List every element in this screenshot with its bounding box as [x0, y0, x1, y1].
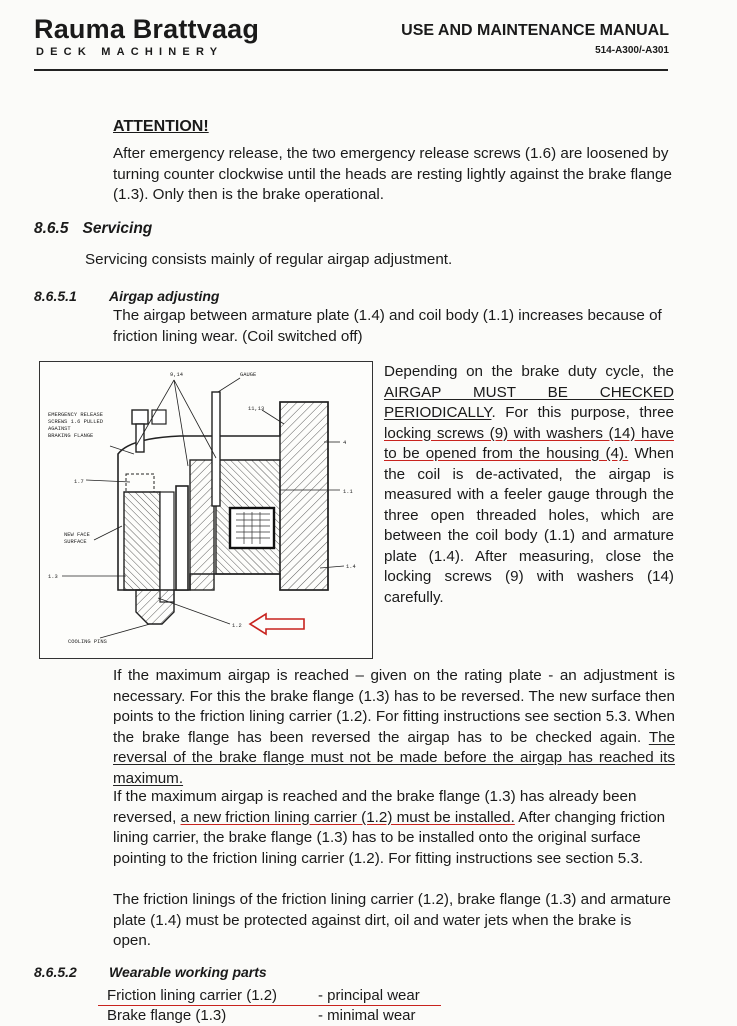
label-emergency-1: EMERGENCY RELEASE	[48, 412, 103, 418]
wear-level-1: - principal wear	[318, 987, 420, 1004]
brake-diagram	[40, 362, 372, 658]
wear-part-2: Brake flange (1.3)	[107, 1007, 227, 1024]
new-carrier-paragraph	[113, 787, 673, 869]
label-gauge: GAUGE	[240, 372, 257, 378]
para2-text-3: After changing friction lining carrier, the brake flange (1.3) has to be installed onto the original surface pointing to the friction lining carrier (1.2). For fitting instructions see section 5.3.	[113, 808, 666, 867]
label-1-7: 1.7	[74, 479, 84, 485]
label-1-3: 1.3	[48, 574, 58, 580]
subsection-number-wearable: 8.6.5.2	[34, 964, 77, 980]
para2-text-1: If the maximum airgap is reached and the brake flange (1.3) has already been reversed,	[113, 788, 637, 826]
subsection-title-wearable: Wearable working parts	[109, 964, 267, 980]
manual-title: USE AND MAINTENANCE MANUAL	[401, 22, 669, 39]
label-emergency-2: SCREWS 1.6 PULLED	[48, 419, 103, 425]
friction-lining-carrier-1-2	[176, 486, 188, 590]
subsection-number-airgap: 8.6.5.1	[34, 288, 77, 304]
label-9-14: 9,14	[170, 372, 183, 378]
para1-text: If the maximum airgap is reached – given on the rating plate - an adjustment is necessary. For this the brake flange (1.3) has to be reversed. The new surface then points to the friction lining carrier (1.2). For fitting instructions see section 5.3. When the brake flange has been reversed the airgap has to be checked again.	[113, 667, 675, 746]
side-text-3: . For this purpose, three	[491, 404, 674, 421]
label-cooling-pins: COOLING PINS	[68, 639, 107, 645]
label-1-1: 1.1	[343, 489, 353, 495]
brake-flange-1-3	[124, 492, 160, 590]
label-4: 4	[343, 440, 347, 446]
side-text-1: Depending on the brake duty cycle, the	[384, 363, 674, 380]
protection-paragraph: The friction linings of the friction lining carrier (1.2), brake flange (1.3) and armature plate (1.4) must be protected against dirt, oil and water jets when the brake is open.	[113, 891, 671, 949]
armature-plate-1-4	[190, 460, 214, 590]
label-emergency-3: AGAINST	[48, 426, 71, 432]
wear-level-2: - minimal wear	[318, 1007, 416, 1024]
label-1-4: 1.4	[346, 564, 356, 570]
label-new-face-1: NEW FACE	[64, 532, 90, 538]
housing-4	[280, 402, 328, 590]
attention-body: After emergency release, the two emergency release screws (1.6) are loosened by turning counter clockwise until the heads are resting lightly against the brake flange (1.3). Only then is the brake operational.	[113, 145, 672, 203]
subsection-title-airgap: Airgap adjusting	[109, 288, 220, 304]
section-heading-servicing	[34, 220, 152, 238]
brand-name: Rauma Brattvaag	[34, 14, 260, 44]
emergency-screw-head	[132, 410, 148, 424]
attention-title: ATTENTION!	[113, 118, 209, 135]
brake-cross-section-figure	[39, 361, 373, 659]
wear-part-1: Friction lining carrier (1.2)	[107, 987, 278, 1004]
label-1-2: 1.2	[232, 623, 242, 629]
hub	[136, 590, 174, 624]
side-text-airgap-must-be-checked: AIRGAP MUST BE CHECKED PERIODICALLY	[384, 383, 674, 421]
airgap-check-text	[384, 362, 674, 608]
servicing-text: Servicing consists mainly of regular airgap adjustment.	[85, 251, 453, 268]
section-title: Servicing	[82, 220, 153, 237]
label-emergency-4: BRAKING FLANGE	[48, 433, 94, 439]
brand-subtitle: DECK MACHINERY	[36, 46, 224, 58]
red-arrow-icon	[250, 614, 304, 634]
section-number: 8.6.5	[34, 220, 69, 237]
airgap-intro: The airgap between armature plate (1.4) and coil body (1.1) increases because of friction lining wear. (Coil switched off)	[113, 307, 662, 345]
feeler-gauge	[212, 392, 220, 506]
header-rule	[34, 69, 668, 71]
airgap-reversal-paragraph	[113, 666, 675, 789]
side-text-locking-screws: locking screws (9) with washers (14) have to be opened from the housing (4).	[384, 424, 674, 462]
document-number: 514-A300/-A301	[595, 45, 669, 56]
side-text-5: When the coil is de-activated, the airgap is measured with a feeler gauge through the three open threaded holes, which are between the coil body (1.1) and armature plate (1.4). After measuring, close the locking screws (9) with washers (14) carefully.	[384, 445, 674, 606]
label-11-13: 11,13	[248, 406, 265, 412]
para2-new-carrier: a new friction lining carrier (1.2) must be installed.	[180, 808, 515, 826]
label-new-face-2: SURFACE	[64, 539, 87, 545]
para1-warning: The reversal of the brake flange must not be made before the airgap has reached its maximum.	[113, 728, 675, 787]
